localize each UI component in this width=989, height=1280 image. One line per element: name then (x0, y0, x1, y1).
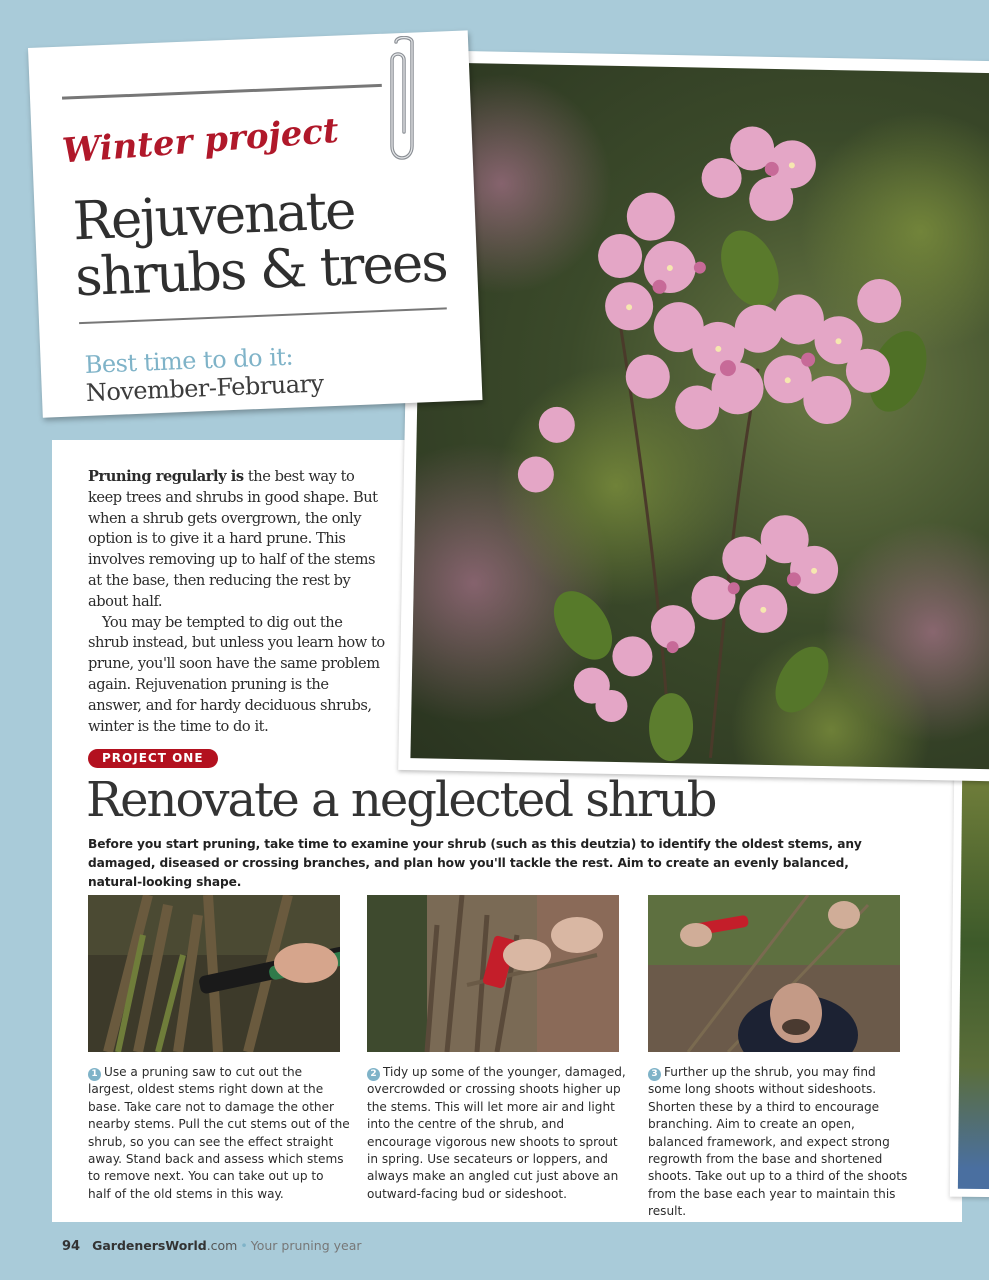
brand-domain: .com (206, 1238, 238, 1253)
best-time-value: November-February (85, 369, 325, 407)
section-name: Your pruning year (250, 1238, 362, 1253)
step-1-caption (88, 1064, 350, 1203)
project-label: PROJECT ONE (88, 749, 218, 768)
best-time-label: Best time to do it: (84, 342, 294, 379)
page-number: 94 (62, 1239, 81, 1254)
step-3-text: Further up the shrub, you may find some long shoots without sideshoots. Shorten these by a third to encourage branching. Aim to create an open, balanced framework, and expect strong regrowth from the base and shortened shoots. Take out up to a third of the shoots from the base each year to maintain this result. (648, 1065, 908, 1219)
page-title (71, 179, 448, 309)
title-line-2: shrubs & trees (74, 232, 448, 309)
step-2-text: Tidy up some of the younger, damaged, overcrowded or crossing shoots higher up the stems. This will let more air and light into the centre of the shrub, and encourage vigorous new shoots to sprout in spring. Use secateurs or loppers, and always make an angled cut just above an outward-facing bud or sideshoot. (367, 1065, 626, 1201)
step-2-photo (367, 895, 619, 1052)
intro-lead: Pruning regularly is (88, 468, 244, 485)
intro-paragraph-1 (88, 467, 386, 613)
divider-top (62, 84, 382, 100)
step-1-text: Use a pruning saw to cut out the largest, oldest stems right down at the base. Take care not to damage the other nearby stems. Pull the cut stems out of the shrub, so you can see the effect straight away. Stand back and assess which stems to remove next. You can take out up to half of the old stems in this way. (88, 1065, 350, 1201)
brand-name: GardenersWorld (92, 1238, 207, 1253)
section-heading: Renovate a neglected shrub (86, 772, 716, 828)
step-2-caption (367, 1064, 629, 1203)
section-lede: Before you start pruning, take time to examine your shrub (such as this deutzia) to identify the oldest stems, any damaged, diseased or crossing branches, and plan how you'll tackle the rest. Aim to create an evenly balanced, natural-looking shape. (88, 837, 862, 889)
divider-bottom (79, 307, 447, 324)
paperclip-icon (386, 36, 422, 168)
step-number-badge: 3 (648, 1068, 661, 1081)
adjacent-photo-card (950, 772, 989, 1198)
intro-text (88, 467, 386, 737)
step-1-photo (88, 895, 340, 1052)
step-number-badge: 1 (88, 1068, 101, 1081)
kicker: Winter project (60, 110, 341, 172)
deutzia-flowers-photo (410, 62, 989, 769)
intro-paragraph-2: You may be tempted to dig out the shrub instead, but unless you learn how to prune, you'll soon have the same problem again. Rejuvenation pruning is the answer, and for hardy deciduous shrubs, winter is the time to do it. (88, 613, 385, 735)
title-line-1: Rejuvenate (71, 180, 356, 253)
step-3-photo (648, 895, 900, 1052)
step-number-badge: 2 (367, 1068, 380, 1081)
intro-para1-body: the best way to keep trees and shrubs in good shape. But when a shrub gets overgrown, the only option is to give it a hard prune. This involves removing up to half of the stems at the base, then reducing the rest by about half. (88, 468, 378, 610)
footer-bullet: • (240, 1238, 248, 1253)
page-footer (62, 1238, 362, 1254)
step-3-caption (648, 1064, 910, 1221)
photo-card (398, 50, 989, 781)
